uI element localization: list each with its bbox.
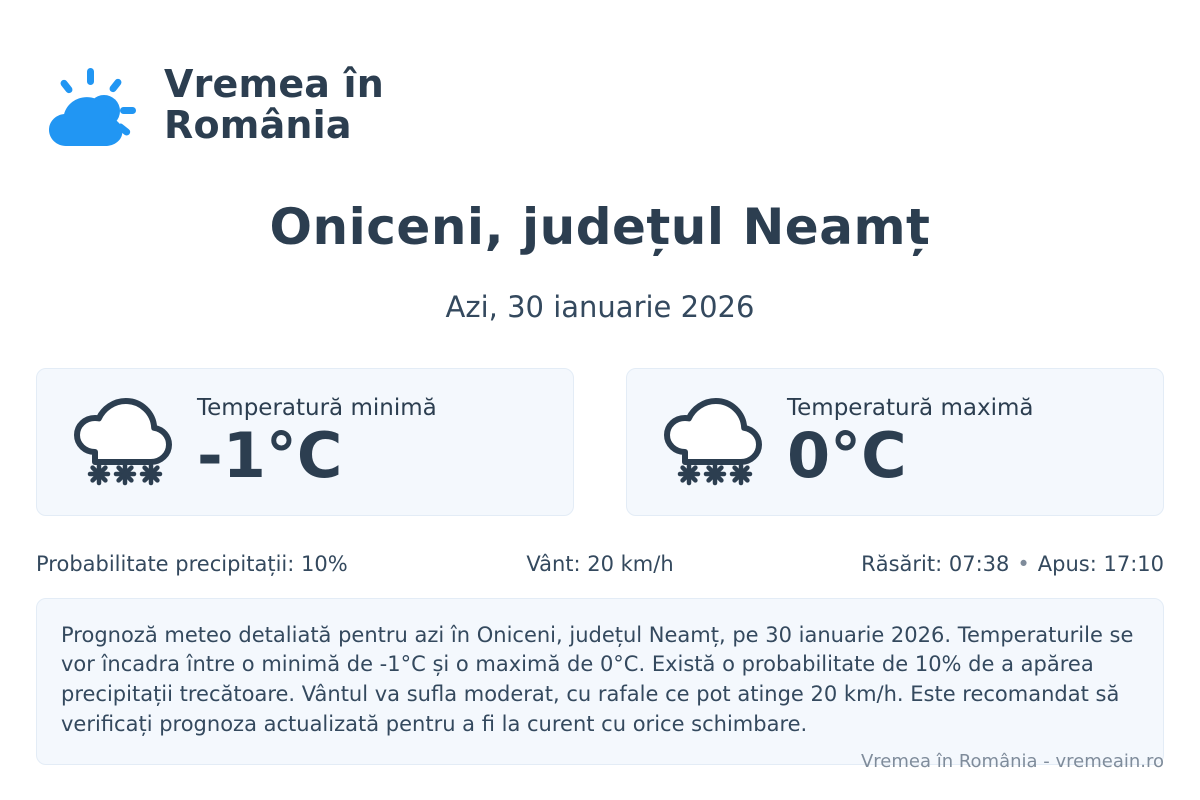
date-subtitle: Azi, 30 ianuarie 2026 bbox=[445, 289, 755, 324]
wind-speed: Vânt: 20 km/h bbox=[526, 551, 674, 576]
page-title: Oniceni, județul Neamț bbox=[269, 198, 931, 256]
weather-meta-row bbox=[36, 552, 1164, 576]
max-temperature-value: 0°C bbox=[787, 418, 907, 492]
brand-title-line2: România bbox=[164, 103, 352, 147]
sun-behind-cloud-icon bbox=[36, 50, 146, 160]
sunrise-time: Răsărit: 07:38 bbox=[861, 551, 1010, 576]
min-temperature-value: -1°C bbox=[197, 418, 343, 492]
brand-header bbox=[36, 0, 1164, 160]
max-temperature-card bbox=[626, 368, 1164, 516]
sun-times bbox=[788, 552, 1164, 576]
brand-title-line1: Vremea în bbox=[164, 61, 385, 106]
temperature-cards bbox=[36, 368, 1164, 516]
sunset-time: Apus: 17:10 bbox=[1037, 551, 1164, 576]
max-temperature-label: Temperatură maximă bbox=[787, 394, 1034, 421]
snow-cloud-icon bbox=[59, 390, 187, 494]
min-temperature-text bbox=[197, 394, 437, 492]
footer-credit: Vremea în România - vremeain.ro bbox=[860, 751, 1164, 772]
precipitation-probability: Probabilitate precipitații: 10% bbox=[36, 551, 348, 576]
snow-cloud-icon bbox=[649, 390, 777, 494]
min-temperature-label: Temperatură minimă bbox=[197, 394, 437, 421]
min-temperature-card bbox=[36, 368, 574, 516]
brand-title bbox=[164, 61, 385, 147]
max-temperature-text bbox=[787, 394, 1034, 492]
forecast-description: Prognoză meteo detaliată pentru azi în Oniceni, județul Neamț, pe 30 ianuarie 2026. Temperaturile se vor încadra între o minimă de -1°C și o maximă de 0°C. Există o probabilitate de 10% de a apărea precipitații trecătoare. Vântul va sufla moderat, cu rafale ce pot atinge 20 km/h. Este recomandat să verificați prognoza actualizată pentru a fi la curent cu orice schimbare. bbox=[36, 598, 1164, 765]
sun-times-separator: • bbox=[1017, 551, 1030, 576]
